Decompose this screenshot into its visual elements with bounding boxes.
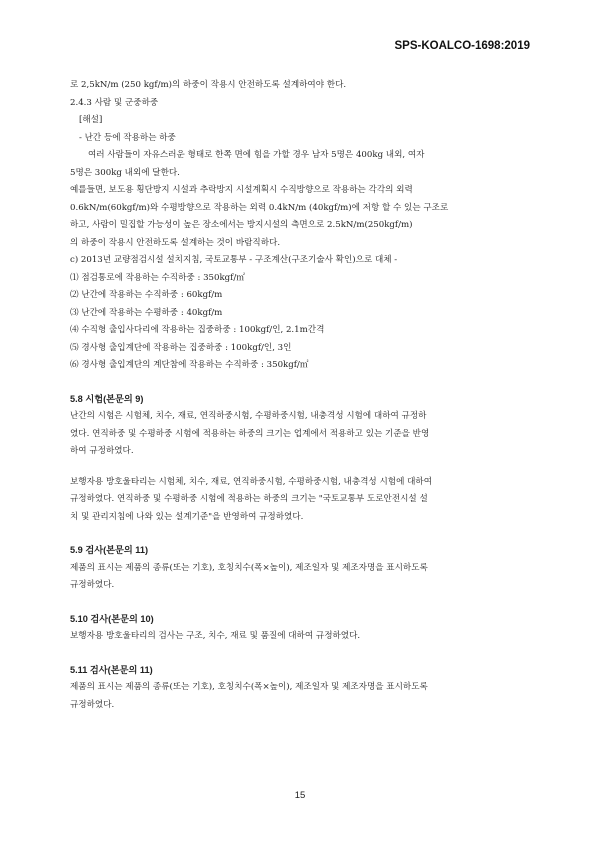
text-line: 규정하였다. xyxy=(70,580,115,590)
text-line: 로 2,5kN/m (250 kgf/m)의 하중이 작용시 안전하도록 설계하여야 한다. xyxy=(70,80,347,90)
commentary-label: [해설] xyxy=(79,115,103,125)
text-line: 여러 사람들이 자유스러운 형태로 한쪽 면에 힘을 가할 경우 남자 5명은 400kg 내외, 여자 xyxy=(88,150,425,160)
text-line: 하고, 사람이 밀집할 가능성이 높은 장소에서는 방지시설의 측면으로 2.5kN/m(250kgf/m) xyxy=(70,220,413,230)
text-line: 5명은 300kg 내외에 달한다. xyxy=(70,167,180,178)
section-heading: 5.9 검사(본문의 11) xyxy=(70,545,149,555)
section-heading: 5.8 시험(본문의 9) xyxy=(70,393,144,404)
text-line: 치 및 관리지침에 나와 있는 설계기준"을 반영하여 규정하였다. xyxy=(70,511,304,522)
text-line: 제품의 표시는 제품의 종류(또는 기호), 호칭치수(폭×높이), 제조일자 및 제조자명을 표시하도록 xyxy=(70,682,428,692)
document-id: SPS-KOALCO-1698:2019 xyxy=(394,40,530,52)
bullet-item: - 난간 등에 작용하는 하중 xyxy=(79,132,176,143)
list-item: ⑶ 난간에 작용하는 수평하중 : 40kgf/m xyxy=(70,307,223,318)
text-line: 보행자용 방호울타리의 검사는 구조, 치수, 재료 및 품질에 대하여 규정하였다. xyxy=(70,631,361,641)
reference-line: c) 2013년 교량점검시설 설치지침, 국토교통부 - 구조계산(구조기술사 확인)으로 대체 - xyxy=(70,255,398,265)
list-item: ⑴ 점검통로에 작용하는 수직하중 : 350kgf/㎡ xyxy=(70,272,245,283)
text-line: 제품의 표시는 제품의 종류(또는 기호), 호칭치수(폭×높이), 제조일자 및 제조자명을 표시하도록 xyxy=(70,562,428,573)
text-line: 0.6kN/m(60kgf/m)와 수평방향으로 작용하는 외력 0.4kN/m (40kgf/m)에 저항 할 수 있는 구조로 xyxy=(70,202,449,213)
text-line: 규정하였다. xyxy=(70,699,115,710)
list-item: ⑷ 수직형 출입사다리에 작용하는 집중하중 : 100kgf/인, 2.1m간격 xyxy=(70,325,325,335)
section-heading: 5.10 검사(본문의 10) xyxy=(70,613,154,624)
text-line: 보행자용 방호울타리는 시험체, 치수, 재료, 연직하중시험, 수평하중시험, 내충격성 시험에 대하여 xyxy=(70,476,433,487)
text-line: 난간의 시험은 시험체, 치수, 재료, 연직하중시험, 수평하중시험, 내충격성 시험에 대하여 규정하 xyxy=(70,411,427,421)
page-body xyxy=(70,77,538,714)
subsection-title: 2.4.3 사람 및 군중하중 xyxy=(70,97,159,108)
text-line: 규정하였다. 연직하중 및 수평하중 시험에 적용하는 하중의 크기는 "국토교통부 도로안전시설 설 xyxy=(70,494,428,504)
text-line: 하여 규정하였다. xyxy=(70,446,134,456)
section-heading: 5.11 검사(본문의 11) xyxy=(70,664,153,675)
list-item: ⑸ 경사형 출입계단에 작용하는 집중하중 : 100kgf/인, 3인 xyxy=(70,342,292,353)
text-line: 의 하중이 작용시 안전하도록 설계하는 것이 바람직하다. xyxy=(70,237,281,248)
list-item: ⑹ 경사형 출입계단의 계단참에 작용하는 수직하중 : 350kgf/㎡ xyxy=(70,360,309,370)
text-line: 였다. 연직하중 및 수평하중 시험에 적용하는 하중의 크기는 업계에서 적용하고 있는 기준을 반영 xyxy=(70,428,430,439)
text-line: 예를들면, 보도용 횡단방지 시설과 추락방지 시설계획시 수직방향으로 작용하는 각각의 외력 xyxy=(70,185,413,195)
list-item: ⑵ 난간에 작용하는 수직하중 : 60kgf/m xyxy=(70,290,223,300)
page-number: 15 xyxy=(294,790,306,801)
